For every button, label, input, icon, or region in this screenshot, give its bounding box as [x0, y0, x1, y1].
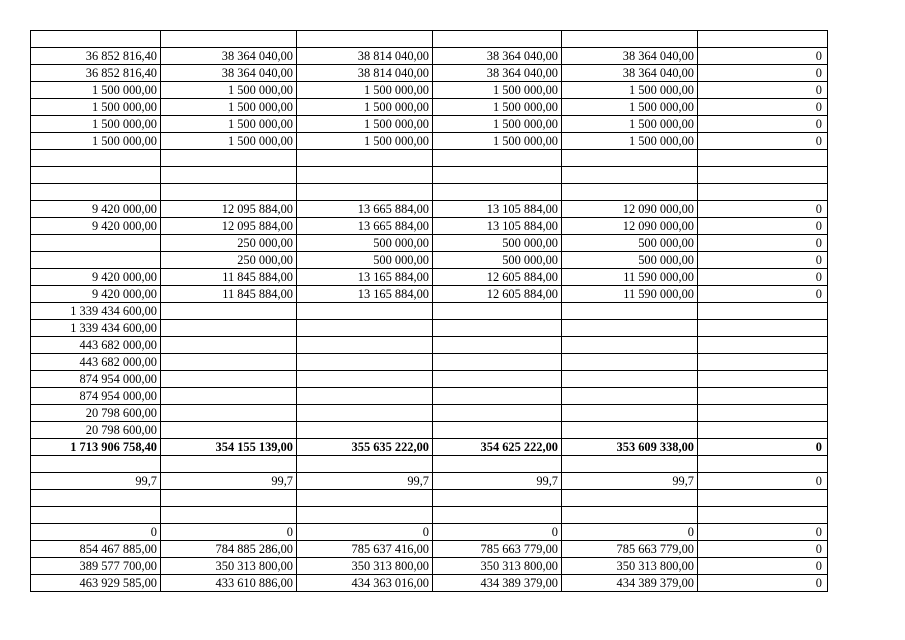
- table-cell: [161, 354, 297, 371]
- table-cell: [433, 354, 562, 371]
- table-row: [31, 558, 828, 575]
- table-cell: [562, 422, 698, 439]
- table-cell: 500 000,00: [433, 252, 562, 269]
- table-row: [31, 422, 828, 439]
- table-cell: 434 363 016,00: [297, 575, 433, 592]
- table-row: [31, 286, 828, 303]
- table-row: [31, 82, 828, 99]
- table-cell: [433, 490, 562, 507]
- table-cell: [297, 184, 433, 201]
- table-cell: [433, 337, 562, 354]
- table-cell: 0: [698, 575, 828, 592]
- table-row: [31, 99, 828, 116]
- table-cell: 13 165 884,00: [297, 269, 433, 286]
- table-cell: 1 339 434 600,00: [31, 320, 161, 337]
- table-cell: 433 610 886,00: [161, 575, 297, 592]
- table-cell: 1 713 906 758,40: [31, 439, 161, 456]
- table-cell: 0: [562, 524, 698, 541]
- table-body: [31, 31, 828, 592]
- table-row: [31, 48, 828, 65]
- table-row: [31, 337, 828, 354]
- table-cell: 355 635 222,00: [297, 439, 433, 456]
- table-cell: [562, 184, 698, 201]
- table-cell: 0: [698, 116, 828, 133]
- table-cell: 350 313 800,00: [433, 558, 562, 575]
- table-cell: [161, 337, 297, 354]
- table-cell: 12 095 884,00: [161, 201, 297, 218]
- table-cell: 0: [297, 524, 433, 541]
- table-cell: 1 500 000,00: [433, 133, 562, 150]
- table-cell: 1 500 000,00: [31, 99, 161, 116]
- table-cell: [562, 320, 698, 337]
- table-row: [31, 252, 828, 269]
- table-cell: 1 500 000,00: [161, 82, 297, 99]
- table-cell: 20 798 600,00: [31, 422, 161, 439]
- table-cell: [297, 337, 433, 354]
- table-cell: 1 500 000,00: [433, 99, 562, 116]
- table-cell: [562, 303, 698, 320]
- table-cell: 12 605 884,00: [433, 269, 562, 286]
- table-cell: [698, 354, 828, 371]
- table-cell: [698, 150, 828, 167]
- table-cell: 784 885 286,00: [161, 541, 297, 558]
- table-cell: [562, 456, 698, 473]
- table-cell: 0: [698, 473, 828, 490]
- table-cell: [161, 490, 297, 507]
- table-cell: [161, 303, 297, 320]
- table-cell: 1 500 000,00: [161, 99, 297, 116]
- table-cell: 350 313 800,00: [562, 558, 698, 575]
- table-cell: 0: [698, 235, 828, 252]
- table-cell: 99,7: [562, 473, 698, 490]
- table-row: [31, 31, 828, 48]
- table-cell: [297, 303, 433, 320]
- table-cell: 1 500 000,00: [161, 116, 297, 133]
- table-cell: 1 500 000,00: [161, 133, 297, 150]
- table-cell: [31, 31, 161, 48]
- table-cell: [433, 507, 562, 524]
- table-cell: 99,7: [31, 473, 161, 490]
- table-cell: [698, 371, 828, 388]
- table-cell: [698, 456, 828, 473]
- table-cell: 389 577 700,00: [31, 558, 161, 575]
- table-cell: [698, 422, 828, 439]
- table-cell: [698, 337, 828, 354]
- table-cell: [297, 31, 433, 48]
- table-cell: 99,7: [161, 473, 297, 490]
- table-row: [31, 269, 828, 286]
- table-cell: [433, 405, 562, 422]
- table-cell: 38 814 040,00: [297, 48, 433, 65]
- table-cell: 13 105 884,00: [433, 218, 562, 235]
- table-cell: [297, 405, 433, 422]
- table-cell: 38 364 040,00: [161, 48, 297, 65]
- table-cell: [698, 167, 828, 184]
- table-cell: 0: [698, 82, 828, 99]
- table-cell: 9 420 000,00: [31, 269, 161, 286]
- table-row: [31, 133, 828, 150]
- table-cell: 434 389 379,00: [433, 575, 562, 592]
- table-cell: 0: [698, 48, 828, 65]
- table-cell: [31, 490, 161, 507]
- table-cell: [297, 150, 433, 167]
- table-cell: 0: [698, 65, 828, 82]
- table-row: [31, 371, 828, 388]
- table-cell: 350 313 800,00: [297, 558, 433, 575]
- table-cell: 1 500 000,00: [433, 116, 562, 133]
- table-cell: 353 609 338,00: [562, 439, 698, 456]
- table-cell: 785 637 416,00: [297, 541, 433, 558]
- table-cell: [562, 371, 698, 388]
- table-cell: [698, 405, 828, 422]
- table-cell: 1 500 000,00: [31, 82, 161, 99]
- table-cell: 350 313 800,00: [161, 558, 297, 575]
- table-row: [31, 167, 828, 184]
- table-cell: 0: [698, 558, 828, 575]
- table-cell: 874 954 000,00: [31, 371, 161, 388]
- table-row: [31, 490, 828, 507]
- table-cell: 0: [698, 133, 828, 150]
- table-cell: 11 845 884,00: [161, 269, 297, 286]
- table-cell: 38 814 040,00: [297, 65, 433, 82]
- table-cell: [433, 31, 562, 48]
- table-cell: [297, 422, 433, 439]
- table-cell: 38 364 040,00: [161, 65, 297, 82]
- table-cell: [297, 371, 433, 388]
- table-cell: [433, 150, 562, 167]
- table-cell: 99,7: [297, 473, 433, 490]
- table-cell: [433, 456, 562, 473]
- table-cell: 13 665 884,00: [297, 218, 433, 235]
- spreadsheet-table: [30, 30, 828, 592]
- table-cell: [31, 252, 161, 269]
- table-cell: 0: [161, 524, 297, 541]
- table-cell: [433, 184, 562, 201]
- table-cell: 38 364 040,00: [433, 48, 562, 65]
- table-cell: 250 000,00: [161, 235, 297, 252]
- table-cell: [31, 184, 161, 201]
- table-cell: [161, 422, 297, 439]
- table-cell: 500 000,00: [297, 235, 433, 252]
- table-cell: 874 954 000,00: [31, 388, 161, 405]
- table-row: [31, 303, 828, 320]
- table-cell: [433, 320, 562, 337]
- table-cell: [161, 456, 297, 473]
- table-cell: 36 852 816,40: [31, 48, 161, 65]
- table-cell: 38 364 040,00: [433, 65, 562, 82]
- table-cell: 0: [698, 524, 828, 541]
- table-cell: [297, 456, 433, 473]
- table-cell: 9 420 000,00: [31, 286, 161, 303]
- table-cell: 463 929 585,00: [31, 575, 161, 592]
- table-row: [31, 150, 828, 167]
- table-cell: 500 000,00: [433, 235, 562, 252]
- table-cell: [161, 405, 297, 422]
- table-cell: 12 095 884,00: [161, 218, 297, 235]
- table-cell: 1 500 000,00: [562, 99, 698, 116]
- table-cell: [562, 150, 698, 167]
- table-cell: 854 467 885,00: [31, 541, 161, 558]
- table-cell: 13 665 884,00: [297, 201, 433, 218]
- table-cell: [161, 371, 297, 388]
- table-cell: [562, 490, 698, 507]
- table-cell: 0: [31, 524, 161, 541]
- table-cell: [562, 388, 698, 405]
- table-row: [31, 456, 828, 473]
- table-cell: [161, 31, 297, 48]
- table-cell: [31, 507, 161, 524]
- table-cell: 38 364 040,00: [562, 48, 698, 65]
- table-row: [31, 405, 828, 422]
- table-cell: [698, 388, 828, 405]
- table-row: [31, 575, 828, 592]
- table-cell: 38 364 040,00: [562, 65, 698, 82]
- table-cell: 1 500 000,00: [562, 82, 698, 99]
- table-cell: [698, 31, 828, 48]
- table-row: [31, 507, 828, 524]
- table-cell: 443 682 000,00: [31, 354, 161, 371]
- table-cell: 0: [698, 218, 828, 235]
- table-cell: 0: [698, 439, 828, 456]
- table-cell: 250 000,00: [161, 252, 297, 269]
- table-cell: 13 165 884,00: [297, 286, 433, 303]
- table-cell: [433, 388, 562, 405]
- table-row: [31, 218, 828, 235]
- table-cell: [433, 167, 562, 184]
- table-cell: 11 590 000,00: [562, 269, 698, 286]
- table-cell: 500 000,00: [562, 252, 698, 269]
- table-row: [31, 439, 828, 456]
- table-cell: [562, 167, 698, 184]
- table-cell: [161, 388, 297, 405]
- table-row: [31, 65, 828, 82]
- table-cell: 1 500 000,00: [297, 99, 433, 116]
- table-cell: [698, 303, 828, 320]
- table-cell: 12 090 000,00: [562, 201, 698, 218]
- table-cell: 1 500 000,00: [31, 133, 161, 150]
- table-cell: 0: [698, 201, 828, 218]
- table-row: [31, 541, 828, 558]
- table-cell: [31, 456, 161, 473]
- table-cell: 354 625 222,00: [433, 439, 562, 456]
- table-row: [31, 235, 828, 252]
- table-cell: [31, 167, 161, 184]
- table-row: [31, 116, 828, 133]
- table-cell: 12 090 000,00: [562, 218, 698, 235]
- table-cell: 0: [433, 524, 562, 541]
- table-cell: [297, 507, 433, 524]
- table-cell: 1 500 000,00: [31, 116, 161, 133]
- table-cell: 11 845 884,00: [161, 286, 297, 303]
- table-cell: 1 500 000,00: [297, 133, 433, 150]
- table-row: [31, 473, 828, 490]
- table-cell: [698, 507, 828, 524]
- table-cell: [161, 150, 297, 167]
- table-row: [31, 354, 828, 371]
- table-cell: [297, 490, 433, 507]
- table-cell: 11 590 000,00: [562, 286, 698, 303]
- table-cell: 1 339 434 600,00: [31, 303, 161, 320]
- table-cell: [161, 507, 297, 524]
- table-cell: [562, 337, 698, 354]
- table-cell: 9 420 000,00: [31, 201, 161, 218]
- table-cell: [433, 303, 562, 320]
- table-cell: [31, 150, 161, 167]
- table-cell: [297, 320, 433, 337]
- table-cell: 1 500 000,00: [562, 133, 698, 150]
- table-cell: 785 663 779,00: [433, 541, 562, 558]
- table-cell: 1 500 000,00: [433, 82, 562, 99]
- table-cell: 500 000,00: [562, 235, 698, 252]
- table-cell: [297, 388, 433, 405]
- table-row: [31, 524, 828, 541]
- table-cell: [562, 31, 698, 48]
- table-cell: 9 420 000,00: [31, 218, 161, 235]
- table-cell: 12 605 884,00: [433, 286, 562, 303]
- table-cell: [297, 354, 433, 371]
- table-cell: 1 500 000,00: [297, 116, 433, 133]
- table-cell: 0: [698, 269, 828, 286]
- table-cell: [433, 422, 562, 439]
- table-cell: 434 389 379,00: [562, 575, 698, 592]
- table-cell: [297, 167, 433, 184]
- table-cell: 1 500 000,00: [562, 116, 698, 133]
- table-row: [31, 320, 828, 337]
- table-cell: 99,7: [433, 473, 562, 490]
- table-row: [31, 388, 828, 405]
- table-cell: 354 155 139,00: [161, 439, 297, 456]
- table-cell: 20 798 600,00: [31, 405, 161, 422]
- table-cell: [562, 507, 698, 524]
- table-cell: [161, 320, 297, 337]
- table-cell: 0: [698, 286, 828, 303]
- table-cell: [698, 490, 828, 507]
- table-cell: 0: [698, 541, 828, 558]
- table-cell: [698, 184, 828, 201]
- table-cell: 1 500 000,00: [297, 82, 433, 99]
- table-cell: [31, 235, 161, 252]
- table-cell: [161, 184, 297, 201]
- table-cell: 500 000,00: [297, 252, 433, 269]
- table-cell: 0: [698, 99, 828, 116]
- table-cell: 13 105 884,00: [433, 201, 562, 218]
- table-cell: [161, 167, 297, 184]
- table-cell: [433, 371, 562, 388]
- table-cell: 443 682 000,00: [31, 337, 161, 354]
- table-cell: [562, 405, 698, 422]
- table-cell: 36 852 816,40: [31, 65, 161, 82]
- table-cell: [562, 354, 698, 371]
- table-cell: 0: [698, 252, 828, 269]
- table-cell: 785 663 779,00: [562, 541, 698, 558]
- table-row: [31, 184, 828, 201]
- table-row: [31, 201, 828, 218]
- table-cell: [698, 320, 828, 337]
